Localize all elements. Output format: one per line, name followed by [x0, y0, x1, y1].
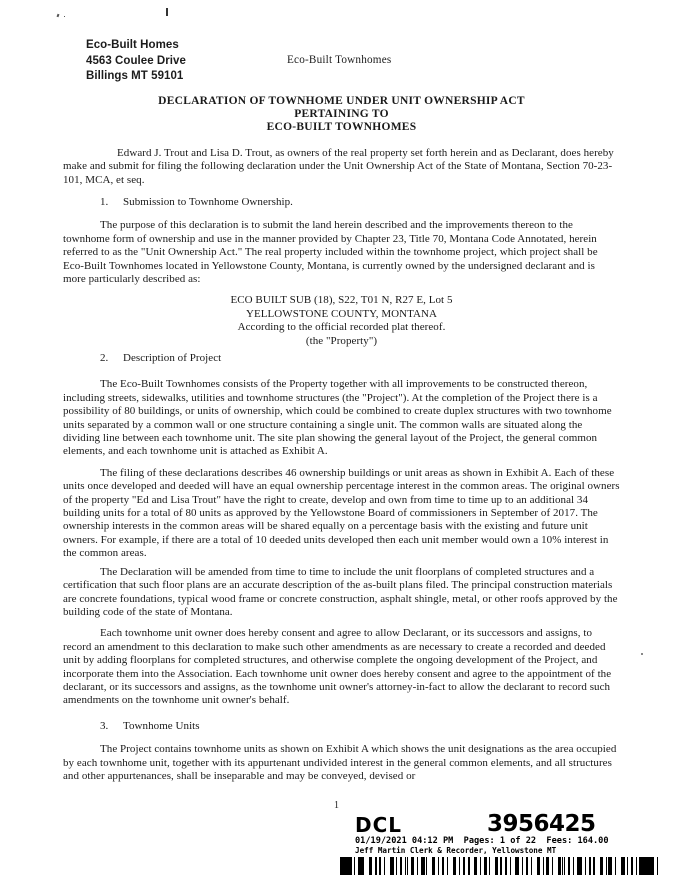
- recorder-stamp: [337, 811, 663, 875]
- legal-description: [63, 294, 620, 348]
- section-2-heading: [100, 352, 620, 365]
- stamp-info-line: 01/19/2021 04:12 PM Pages: 1 of 22 Fees: 164.00: [355, 836, 609, 846]
- legal-line-3: According to the official recorded plat thereof.: [237, 321, 446, 334]
- legal-line-1: ECO BUILT SUB (18), S22, T01 N, R27 E, Lot 5: [230, 294, 453, 307]
- stamp-header-row: [337, 811, 663, 835]
- section-2-label: Description of Project: [123, 352, 222, 364]
- letterhead-name: Eco-Built Homes: [86, 39, 179, 51]
- amendment-paragraph: The Declaration will be amended from time to time to include the unit floorplans of completed structures and a certification that such floor plans are an accurate description of the as-built plans filed. The principal construction materials are concrete foundations, typical wood frame or concrete construction, asphalt shingle, metal, or other roofs approved by the building code of the state of Montana.: [63, 565, 618, 618]
- scan-artifact: [64, 16, 65, 17]
- document-title: [63, 95, 620, 135]
- letterhead-street: 4563 Coulee Drive: [86, 54, 186, 67]
- section-1-number: 1.: [100, 195, 109, 208]
- letterhead-city: Billings MT 59101: [86, 70, 184, 82]
- title-line-2: PERTAINING TO: [294, 107, 389, 120]
- title-line-3: ECO-BUILT TOWNHOMES: [266, 121, 417, 134]
- section-3-heading: [100, 720, 620, 733]
- consent-paragraph: Each townhome unit owner does hereby consent and agree to allow Declarant, or its successors and assigns, to record an amendment to this declaration to make such other amendments as are necessary to create a recorded and deeded unit by adding floorplans for completed structures, and otherwise complete the ongoing development of the Project, and incorporate them into the Association. Each townhome unit owner does hereby consent and agree to the appointment of the declarant, or its successors and assigns, as the townhome unit owner's attorney-in-fact to allow the declarant to record such amendments on the townhome unit owner's behalf.: [63, 627, 612, 707]
- letterhead: [86, 38, 620, 85]
- section-3-label: Townhome Units: [123, 719, 200, 732]
- project-paragraph: The Eco-Built Townhomes consists of the Property together with all improvements to be constructed thereon, including streets, sidewalks, utilities and townhome structures (the "Project"). At the completion of the Project there is a possibility of 80 buildings, or units of ownership, which could be combined to create duplex structures with two townhome units separated by a common wall or one structure containing a single unit. The common walls are situated along the dividing line between each townhome unit. The site plan showing the general layout of the Project, the general common elements, and each townhome unit is attached as Exhibit A.: [63, 378, 612, 458]
- title-line-1: DECLARATION OF TOWNHOME UNDER UNIT OWNERSHIP ACT: [158, 94, 525, 107]
- section-1-heading: [100, 196, 620, 209]
- letterhead-center-label: Eco-Built Townhomes: [287, 54, 392, 66]
- legal-line-4: (the "Property"): [305, 334, 378, 347]
- stamp-doc-type: DCL: [355, 813, 403, 837]
- stamp-clerk-line: Jeff Martin Clerk & Recorder, Yellowstone MT: [355, 846, 557, 855]
- scan-artifact: [166, 8, 168, 16]
- section-3-number: 3.: [100, 719, 109, 732]
- scan-artifact: [641, 653, 643, 655]
- scan-artifact: [57, 14, 60, 18]
- section-2-number: 2.: [100, 352, 109, 364]
- units-paragraph: The Project contains townhome units as shown on Exhibit A which shows the unit designations as the area occupied by each townhome unit, together with its appurtenant undivided interest in the general common elements, and all structures and other appurtenances, shall be inseparable and may be conveyed, devised or: [63, 743, 617, 782]
- purpose-paragraph: The purpose of this declaration is to submit the land herein described and the improvements thereon to the townhome form of ownership and use in the manner provided by Chapter 23, Title 70, Montana Code Annotated, herein referred to as the "Unit Ownership Act." The real property included within the townhome project, which project shall be Eco-Built Townhomes located in Yellowstone County, Montana, is currently owned by the undersigned declarant and is more particularly described as:: [63, 219, 598, 285]
- section-1-label: Submission to Townhome Ownership.: [123, 195, 293, 208]
- document-body: [63, 38, 620, 783]
- intro-paragraph: Edward J. Trout and Lisa D. Trout, as owners of the real property set forth herein and as Declarant, does hereby make and submit for filing the following declaration under the Unit Ownership Act of the State of Montana, Section 70-23-101, MCA, et seq.: [63, 146, 614, 186]
- stamp-doc-number: 3956425: [487, 811, 596, 837]
- page-number: 1: [334, 800, 339, 811]
- barcode: [337, 857, 663, 875]
- filing-paragraph: The filing of these declarations describes 46 ownership buildings or unit areas as shown in Exhibit A. Each of these units once developed and deeded will have an equal ownership percentage interest in the common areas. The original owners of the property "Ed and Lisa Trout" have the right to create, develop and own from time to time up to an additional 34 building units for a total of 80 units as approved by the Yellowstone Board of commissioners in September of 2017. The ownership interests in the common areas will be shared equally on a percentage basis with the existing and future unit owners. For example, if there are a total of 10 deeded units developed then each unit member would own a 10% interest in the common areas.: [63, 466, 620, 560]
- legal-line-2: YELLOWSTONE COUNTY, MONTANA: [245, 307, 438, 320]
